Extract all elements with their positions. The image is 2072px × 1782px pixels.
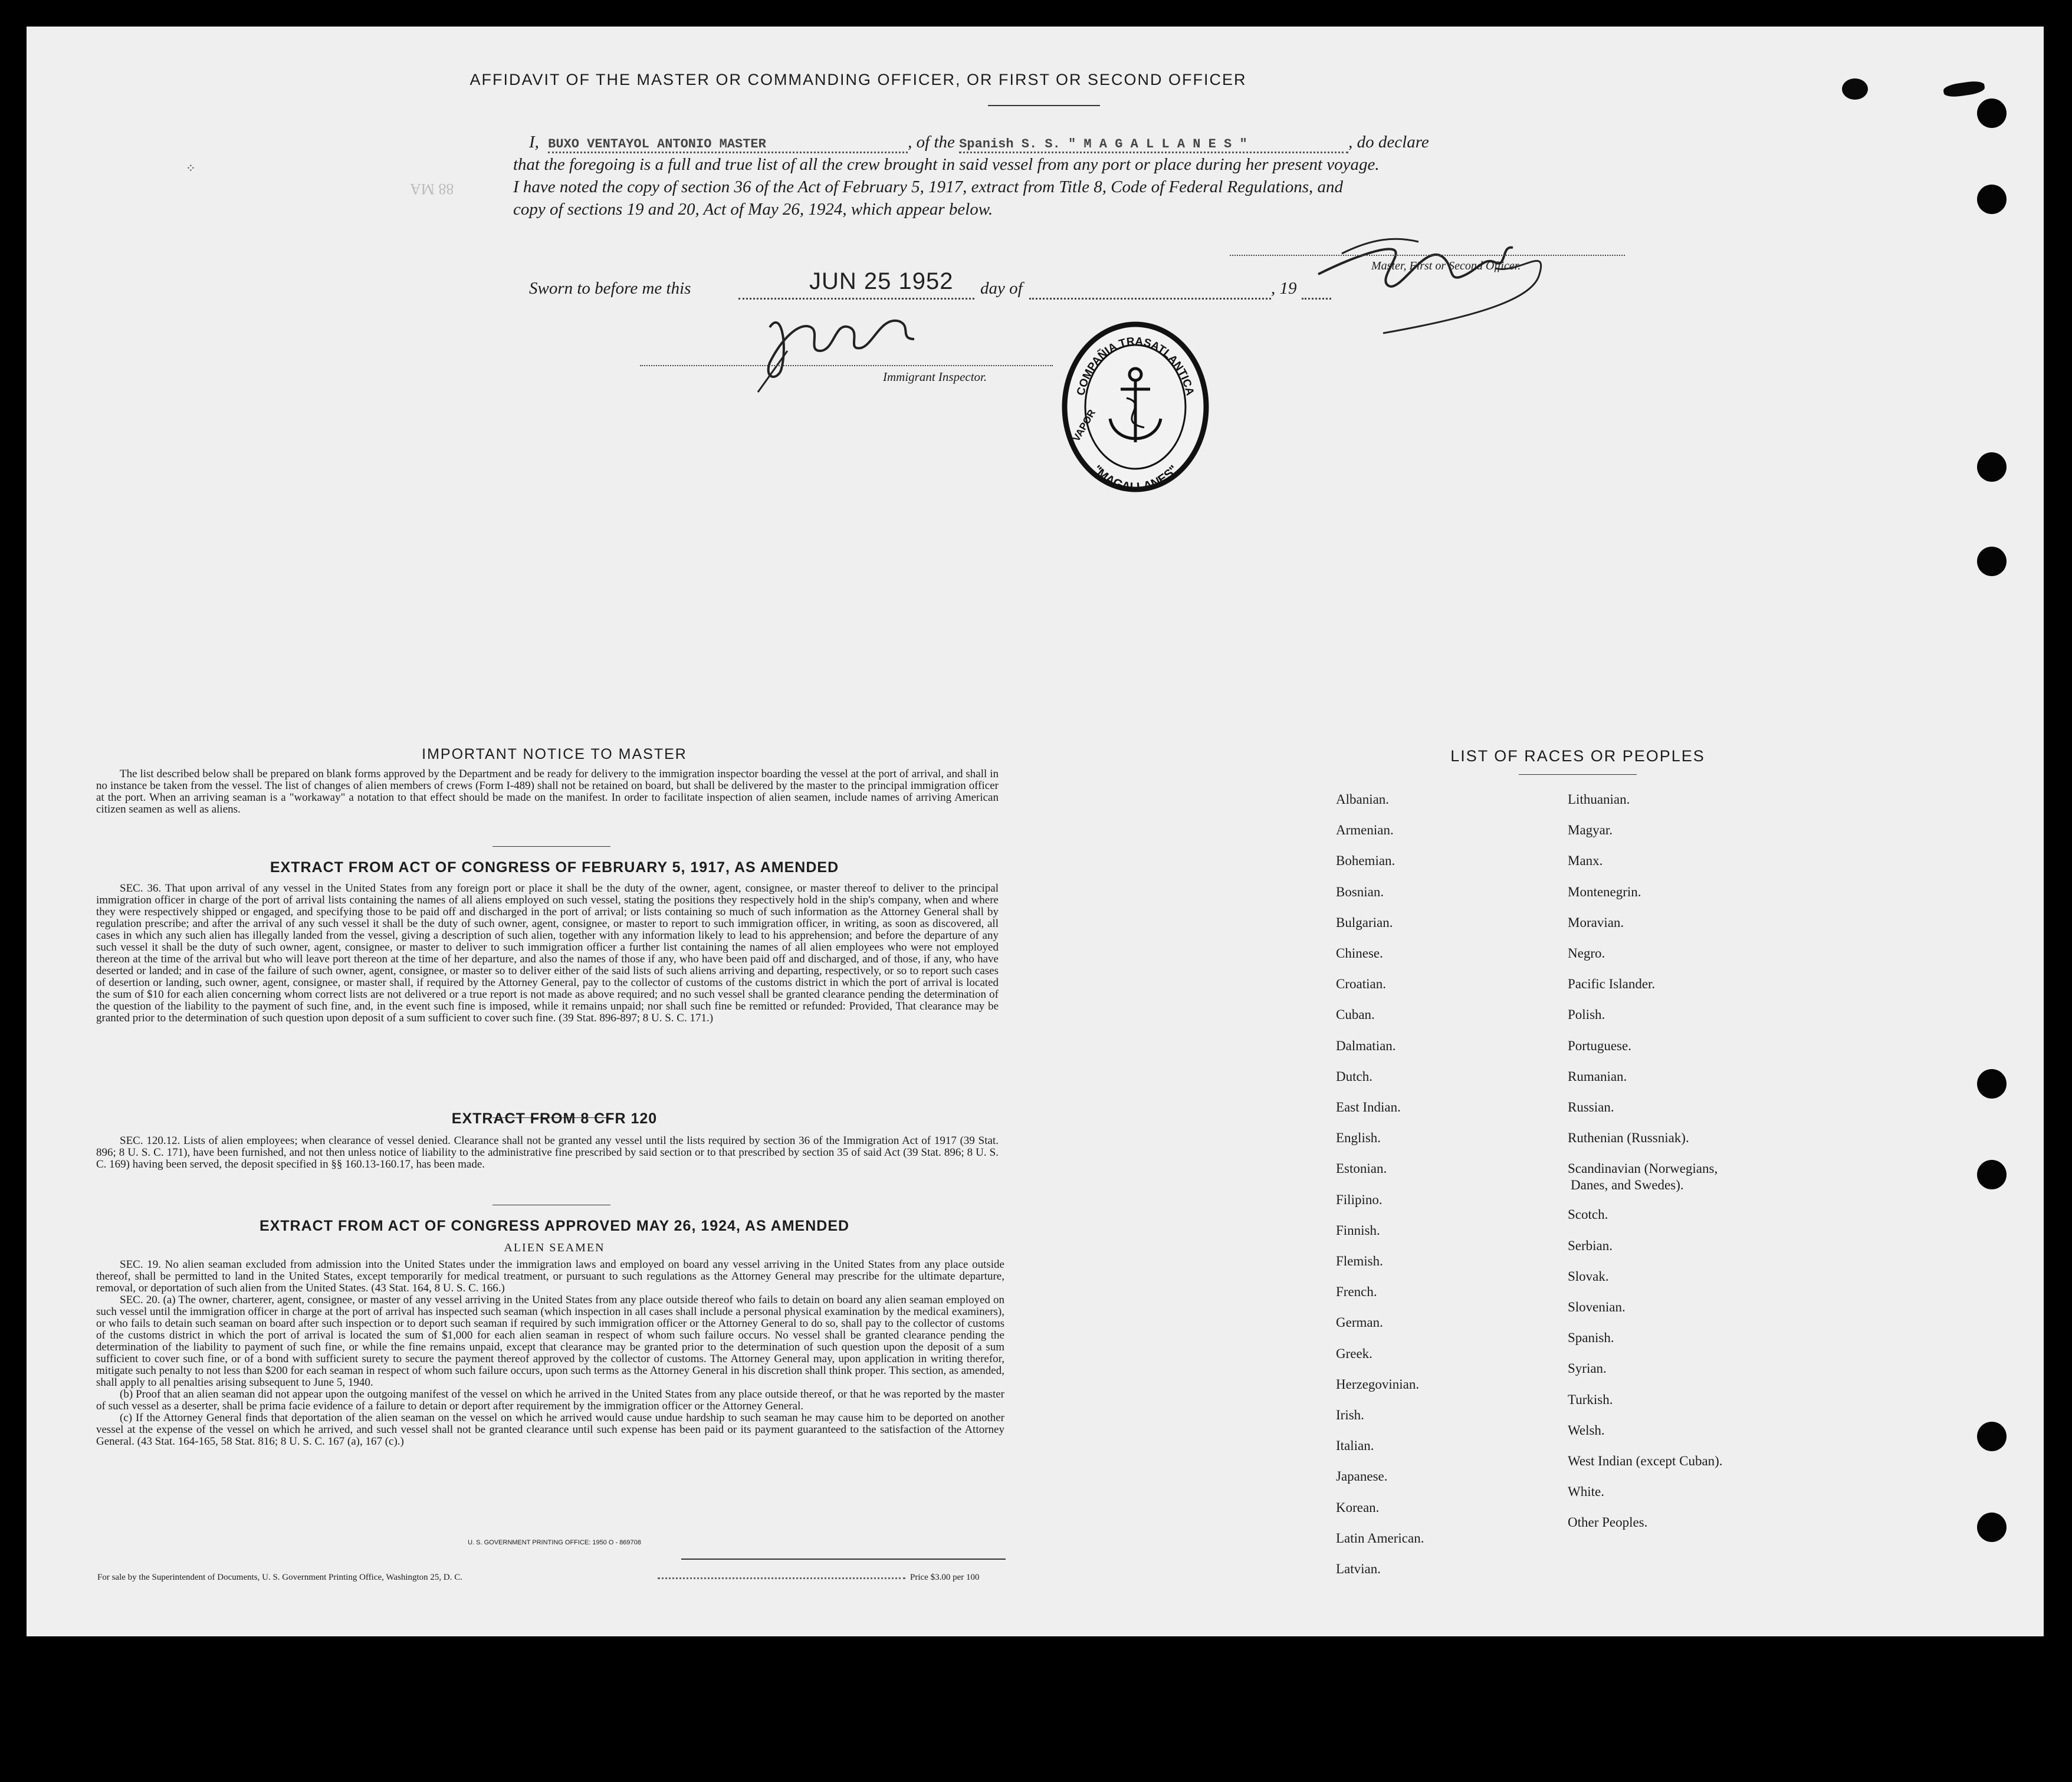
sworn-day-label: day of [980,279,1023,298]
punch-hole [1977,1069,2007,1099]
master-signature-label: Master, First or Second Officer. [1371,259,1521,272]
printer-imprint: U. S. GOVERNMENT PRINTING OFFICE: 1950 O - 869708 [468,1539,641,1546]
alien-seamen-subtitle: ALIEN SEAMEN [504,1241,605,1254]
race-item: Herzegovinian. [1336,1376,1420,1392]
race-item: English. [1336,1130,1381,1146]
race-item: Greek. [1336,1346,1372,1361]
race-item: West Indian (except Cuban). [1568,1454,1723,1468]
race-item: Russian. [1568,1100,1614,1114]
sworn-date-stamp: JUN 25 1952 [809,268,954,294]
race-item: Slovenian. [1568,1300,1626,1314]
affidavit-title: AFFIDAVIT OF THE MASTER OR COMMANDING OFFICER, OR FIRST OR SECOND OFFICER [469,71,1247,88]
race-item: Bulgarian. [1336,915,1393,930]
races-title: LIST OF RACES OR PEOPLES [1450,747,1705,765]
paper-clip-mark [1842,78,1868,100]
notice-body [96,768,999,816]
affidavit-line4: copy of sections 19 and 20, Act of May 26, 1924, which appear below. [513,200,993,219]
sworn-year: , 19 [1271,279,1297,298]
affidavit-line2: that the foregoing is a full and true list of all the crew brought in said vessel from any port or place during her present voyage. [513,155,1380,174]
master-name: BUXO VENTAYOL ANTONIO MASTER [548,137,908,153]
section-20b-text: (b) Proof that an alien seaman did not appear upon the outgoing manifest of the vessel on which he arrived in the United States from any place outside thereof, or that he was reported by the master of such vessel as a deserter, shall be prima facie evidence of a failure to detain or deport after requirement by the immigration officer or the Attorney General. [96,1388,1004,1412]
punch-hole [1977,547,2007,576]
race-item: Ruthenian (Russniak). [1568,1130,1689,1146]
extract-cfr-body [96,1135,999,1171]
race-item: Syrian. [1568,1361,1607,1376]
race-item: Montenegrin. [1568,884,1641,899]
notice-text: The list described below shall be prepared on blank forms approved by the Department and be ready for delivery to the immigration inspector boarding the vessel at the port of arrival, and shall in no instance be taken from the vessel. The list of changes of alien members of crews (Form I-489) shall not be retained on board, but shall be delivered by the master to the principal immigration officer at the port. When an arriving seaman is a "workaway" a notation to that effect should be made on the manifest. In order to facilitate inspection of alien seamen, include names of arriving American citizen seamen as well as aliens. [96,768,999,816]
race-item: Flemish. [1336,1254,1383,1268]
footer-sale-note: For sale by the Superintendent of Documents, U. S. Government Printing Office, Washington 25, D. C. [97,1573,462,1582]
vessel-name: Spanish S. S. " M A G A L L A N E S " [959,137,1348,153]
margin-note: 88 MA [410,180,454,198]
year-line [1302,298,1331,300]
punch-hole [1977,1160,2007,1189]
seal-top-text: COMPAÑIA TRASATLANTICA [1075,335,1196,397]
race-item: Bosnian. [1336,884,1384,899]
race-item: Polish. [1568,1007,1605,1022]
section-20c-text: (c) If the Attorney General finds that deportation of the alien seaman on the vessel on which he arrived would cause undue hardship to such seaman he may cause him to be deported on another vessel at the expense of the vessel on which he arrived, and such vessel shall not be granted clearance until such expense has been paid or its payment guaranteed to the satisfaction of the Attorney General. (43 Stat. 164-165, 58 Stat. 816; 8 U. S. C. 167 (a), 167 (c).) [96,1412,1004,1448]
extract-1917-title: EXTRACT FROM ACT OF CONGRESS OF FEBRUARY 5, 1917, AS AMENDED [270,859,839,876]
race-item: Pacific Islander. [1568,977,1656,992]
punch-hole [1977,1513,2007,1542]
extract-1924-title: EXTRACT FROM ACT OF CONGRESS APPROVED MAY 26, 1924, AS AMENDED [259,1218,850,1234]
race-item: Manx. [1568,853,1603,869]
divider [681,1559,1006,1560]
race-item: Albanian. [1336,792,1390,807]
race-item: Magyar. [1568,823,1613,838]
race-item: Slovak. [1568,1268,1609,1284]
section-19-text: SEC. 19. No alien seaman excluded from admission into the United States under the immigration laws and employed on board any vessel arriving in the United States from any place outside thereof, shall be permitted to land in the United States, except temporarily for medical treatment, or pursuant to such regulations as the Attorney General may prescribe for the ultimate departure, removal, or deportation of such alien from the United States. (43 Stat. 164, 8 U. S. C. 166.) [96,1258,1004,1294]
race-item: Scotch. [1568,1207,1608,1222]
divider [1519,774,1637,775]
race-item: Cuban. [1336,1007,1375,1022]
race-item: Bohemian. [1336,853,1395,869]
race-item: French. [1336,1284,1377,1300]
document-sheet [27,27,2044,1636]
race-item: Chinese. [1336,946,1383,961]
ship-seal [1056,310,1215,498]
line1-prefix: I, [529,133,539,152]
punch-hole [1977,98,2007,128]
footer-price: Price $3.00 per 100 [910,1573,980,1582]
line1-end: , do declare [1348,133,1429,152]
paper-clip-mark [1943,80,1985,98]
section-120-12-text: SEC. 120.12. Lists of alien employees; when clearance of vessel denied. Clearance shall not be granted any vessel until the lists required by section 36 of the Immigration Act of 1917 (39 Stat. 896; 8 U. S. C. 171), have been furnished, and not then unless notice of liability to the administrative fine prescribed by said section or to that prescribed by section 35 of said Act (39 Stat. 896; 8 U. S. C. 169) having been served, the deposit specified in §§ 160.13-160.17, has been made. [96,1135,999,1171]
section-20a-text: SEC. 20. (a) The owner, charterer, agent, consignee, or master of any vessel arriving in the United States from any place outside thereof who fails to detain on board any alien seaman employed on such vessel until the immigration officer in charge at the port of arrival has inspected such seaman (which inspection in all cases shall include a personal physical examination by the medical examiners), or who fails to detain such seaman on board after such inspection or to deport such seaman if required by such immigration officer or the Attorney General to do so, shall pay to the collector of customs of the customs district in which the port of arrival is located the sum of $1,000 for each alien seaman in respect of whom such failure occurs. No vessel shall be granted clearance pending the determination of the liability to payment of such fine, or while the fine remains unpaid, except that clearance may be granted prior to the determination of such question upon the deposit of a sum sufficient to cover such fine, or of a bond with sufficient surety to secure the payment thereof approved by the collector of customs. The Attorney General may, upon application in writing therefor, mitigate such penalty to not less than $200 for each seaman in respect of whom such failure occurs, upon such terms as the Attorney General in his discretion shall think proper. This section, as amended, shall apply to all penalties arising subsequent to June 5, 1940. [96,1294,1004,1389]
race-item: German. [1336,1315,1383,1330]
punch-hole [1977,452,2007,482]
race-item: Other Peoples. [1568,1515,1648,1530]
race-item: Croatian. [1336,977,1386,992]
race-item: White. [1568,1484,1604,1500]
affidavit-line3: I have noted the copy of section 36 of the Act of February 5, 1917, extract from Title 8, Code of Federal Regulations, and [513,177,1344,196]
race-item: East Indian. [1336,1100,1401,1114]
footer-dots [658,1577,905,1579]
section-36-text: SEC. 36. That upon arrival of any vessel in the United States from any foreign port or place it shall be the duty of the owner, agent, consignee, or master thereof to deliver to the principal immigration officer in charge of the port of arrival lists containing the names of all aliens employed on such vessel, stating the positions they respectively hold in the ship's company, when and where they were respectively shipped or engaged, and specifying those to be paid off and discharged in the port of arrival; or lists containing so much of such information as the Attorney General shall by regulation prescribe; and after the arrival of any such vessel it shall be the duty of such owner, agent, consignee, or master to report to such immigration officer, in writing, as soon as discovered, all cases in which any such alien has illegally landed from the vessel, giving a description of such alien, together with any information likely to lead to his apprehension; and before the departure of any such vessel it shall be the duty of such owner, agent, consignee, or master to deliver to such immigration officer a further list containing the names of all alien employees who were not employed thereon at the time of the arrival but who will leave port thereon at the time of her departure, and also the names of those if any, who have been paid off and discharged, and of those, if any, who have deserted or landed; and in case of the failure of such owner, agent, consignee, or master so to deliver either of the said lists of such aliens arriving and departing, respectively, or so to report such cases of desertion or landing, such owner, agent, consignee, or master shall, if required by the Attorney General, pay to the collector of customs of the customs district in which the port of arrival is located the sum of $10 for each alien concerning whom correct lists are not delivered or a true report is not made as above required; and no such vessel shall be granted clearance pending the determination of the question of the liability to the payment of such fine, and, in the event such fine is imposed, while it remains unpaid; nor shall such fine be remitted or refunded: Provided, That clearance may be granted prior to the determination of such question upon deposit of a sum sufficient to cover such fine. (39 Stat. 896-897; 8 U. S. C. 171.) [96,882,999,1024]
notice-title: IMPORTANT NOTICE TO MASTER [422,746,687,762]
race-item: Welsh. [1568,1422,1605,1438]
line1-mid: , of the [908,133,955,152]
race-item: Turkish. [1568,1392,1613,1407]
race-item: Negro. [1568,946,1605,961]
race-item: Serbian. [1568,1238,1613,1253]
margin-mark: ⁘ [186,162,196,175]
extract-cfr-title: EXTRACT FROM 8 CFR 120 [451,1110,658,1127]
inspector-signature-line [640,365,1053,366]
affidavit-line1 [529,133,1638,153]
race-item: Dalmatian. [1336,1038,1396,1053]
master-signature-line [1230,255,1625,256]
sworn-prefix: Sworn to before me this [529,279,691,298]
race-item: Latvian. [1336,1561,1381,1576]
race-item: Scandinavian (Norwegians, [1568,1161,1718,1176]
race-item: Armenian. [1336,823,1394,838]
master-signature [1306,221,1637,339]
month-line [1029,298,1271,300]
race-item: Korean. [1336,1500,1380,1515]
inspector-label: Immigrant Inspector. [883,370,987,384]
divider [492,846,610,847]
seal-left-text: VAPOR [1071,407,1098,443]
punch-hole [1977,1422,2007,1451]
race-item: Spanish. [1568,1330,1614,1346]
race-item: Irish. [1336,1408,1364,1422]
divider [988,105,1100,106]
race-item: Italian. [1336,1438,1374,1454]
race-item: Rumanian. [1568,1068,1627,1084]
race-item: Portuguese. [1568,1038,1631,1053]
race-item: Moravian. [1568,915,1624,930]
race-item: Dutch. [1336,1068,1372,1084]
race-item: Latin American. [1336,1530,1424,1546]
race-item: Filipino. [1336,1192,1383,1207]
race-item: Estonian. [1336,1161,1387,1176]
race-item: Lithuanian. [1568,792,1630,807]
race-item: Finnish. [1336,1222,1380,1238]
race-item: Japanese. [1336,1469,1388,1484]
seal-bottom-text: "MAGALLANES" [1090,462,1181,495]
extract-1924-body [96,1259,1004,1448]
extract-1917-body [96,883,999,1024]
race-item: Danes, and Swedes). [1571,1178,1684,1193]
punch-hole [1977,185,2007,214]
